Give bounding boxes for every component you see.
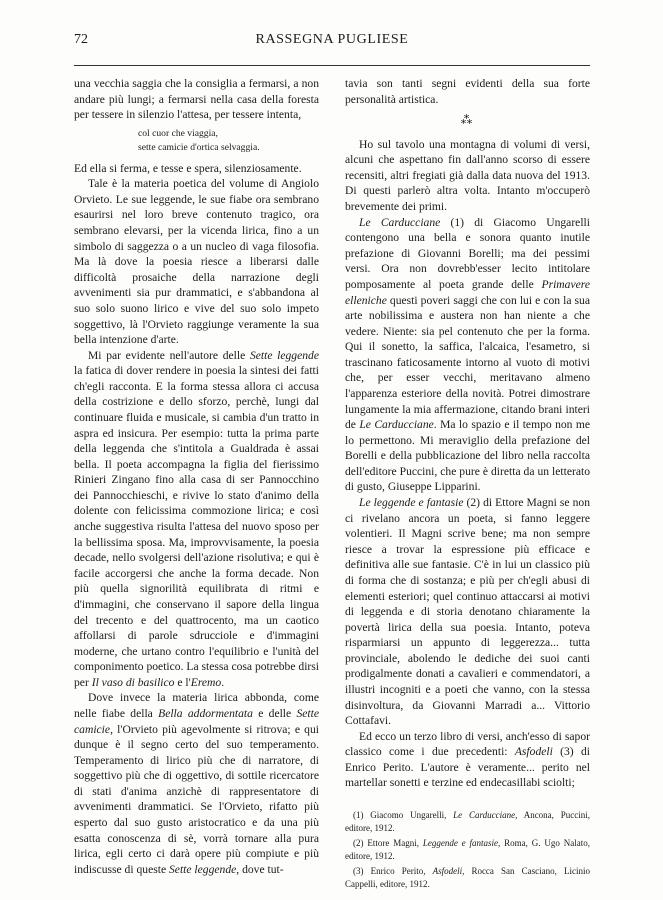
text-run: Ed ecco un terzo libro di versi, anch'esso di sapor classico come i due precedenti: — [345, 729, 590, 759]
paragraph — [345, 215, 590, 495]
paragraph: Ho sul tavolo una montagna di volumi di versi, alcuni che aspettano fin dall'anno scorso di essere recensiti, altri fregiati già dalla data nuova del 1913. Di questi parlerò altra volta. Intanto m'occuperò brevemente dei primi. — [345, 137, 590, 214]
paragraph: tavia son tanti segni evidenti della sua forte personalità artistica. — [345, 77, 590, 106]
paragraph — [345, 495, 590, 729]
text-run: (3) di Enrico Perito. L'autore è veramente... perito nel martellar sonetti e terzine ed endecasillabi sciolti; — [345, 745, 590, 790]
footnote — [345, 837, 590, 863]
book-title: Eremo — [190, 675, 222, 689]
book-title: Le Carducciane — [359, 418, 434, 432]
book-title: Leggende e fantasie — [422, 838, 499, 849]
book-title: Sette leggende — [169, 862, 237, 876]
left-column — [74, 76, 319, 877]
book-title: Le leggende e fantasie — [359, 496, 464, 510]
book-title: Primavere elleniche — [345, 277, 590, 307]
running-title: RASSEGNA PUGLIESE — [255, 32, 409, 47]
paragraph — [345, 729, 590, 791]
text-run: (2) Ettore Magni, — [353, 838, 423, 849]
text-run: , dove tut- — [236, 862, 284, 876]
text-run: e l' — [174, 675, 191, 689]
text-run: , Ancona, Puccini, editore, 1912. — [345, 810, 590, 834]
verse-line: col cuor che viaggia, — [138, 127, 218, 139]
text-run: (3) Enrico Perito, — [353, 866, 433, 877]
right-column — [345, 76, 590, 893]
page-number: 72 — [74, 32, 88, 47]
text-run: . — [221, 675, 225, 689]
book-title: Bella addormentata — [158, 706, 253, 720]
text-run: Dove invece la materia lirica abbonda, come nelle fiabe della — [74, 691, 319, 720]
book-title: Sette leggende — [249, 348, 319, 362]
footnote — [345, 865, 590, 891]
text-run: , Roma, G. Ugo Nalato, editore, 1912. — [345, 838, 590, 862]
book-title: Sette camicie — [74, 706, 319, 736]
text-run: . Ma lo spazio e il tempo non me lo permettono. Mi meraviglio della prefazione del Borelli e della pubblicazione del libro nella raccolta dell'editore Puccini, che pure è diretta da un letterato di gusto, Giuseppe Lipparini. — [345, 418, 591, 494]
paragraph — [74, 348, 319, 691]
header-rule — [74, 65, 590, 66]
text-run: Mi par evidente nell'autore delle — [88, 348, 250, 362]
text-run: la fatica di dover rendere in poesia la sintesi dei fatti ch'egli racconta. E la forma stessa allora ci accusa della costrizione e dello sforzo, perchè, lungi dal continuare fluida e musicale, si cambia d'un tratto in aspra ed insicura. Per esempio: tutta la prima parte della leggenda che s'intitola a Gualdrada è assai bella. Il poeta accompagna la figlia del fierissimo Rinieri Zingano fino alla casa di ser Pannocchino dei Pannocchieschi, e rivive lo stato d'animo della dolente con felicissima commozione lirica; e così anche suggestiva risulta l'attesa del nuovo sposo per la bellissima sposa. Ma, improvvisamente, la poesia decade, nello svolgersi dell'azione risolutiva; e qui è facile accorgersi che anche la forma decade. Non più quella signorilità equilibrata di ritmi e d'immagini, che conservano il sapore della lingua del trecento e del quattrocento, ma un caotico affollarsi di parole sdrucciole e d'immagini moderne, che urtano contro l'equilibrio e l'unità del componimento poetico. La stessa cosa potrebbe dirsi per — [74, 364, 320, 689]
book-title: Le Carducciane — [453, 810, 516, 821]
page-header — [74, 32, 590, 54]
verse-quote — [138, 127, 319, 155]
text-run: (1) di Giacomo Ungarelli contengono una bella e sonora quanto inutile prefazione di Giovanni Borelli; ma dei pessimi versi. Ora non dovrebb'esser lecito intitolare pomposamente al poeta grande delle — [345, 215, 590, 291]
verse-line: sette camicie d'ortica selvaggia. — [138, 141, 260, 153]
text-run: , Rocca San Casciano, Licinio Cappelli, editore, 1912. — [345, 866, 590, 890]
footnote — [345, 809, 590, 835]
text-run: e delle — [252, 706, 297, 720]
text-run: (1) Giacomo Ungarelli, — [353, 810, 454, 821]
book-title: Il vaso di basilico — [91, 675, 175, 689]
paragraph: Ed ella si ferma, e tesse e spera, silenziosamente. — [74, 161, 302, 175]
text-run: questi poveri saggi che con lui e con la sua arte nobilissima e austera non han niente a che vedere. Niente: sia pel contenuto che per la forma. Qui il sonetto, la saffica, l'alcaica, l'esametro, si trascinano faticosamente intorno al vuoto di motivi che, per esser vecchi, meritavano almeno l'apparenza esteriore della novità. Potrei dimostrare lungamente la mia affermazione, citando brani interi de — [345, 293, 590, 432]
text-run: (2) di Ettore Magni se non ci rivelano ancora un poeta, si fanno leggere volentieri. Il Magni scrive bene; ma non sempre riesce a trovar la espressione più efficace e definitiva alle sue fantasie. C'è in lui un classico più di forma che di sostanza; e più per ch'egli abusi di elementi esteriori; quel continuo attaccarsi ai motivi di leggenda e di storia denotano chiaramente la povertà lirica della sua poesia. Intanto, poteva risparmiarsi un appunto di leggerezza... tutta provinciale, abolendo le dediche dei suoi canti prodigalmente donati a cavalieri e commendatori, a illustri incogniti e a poeti che vanno, con la stessa disinvoltura, da Giovanni Marradi a... Vittorio Cottafavi. — [345, 496, 590, 728]
paragraph: una vecchia saggia che la consiglia a fermarsi, a non andare più lungi; a fermarsi nella casa della foresta per tessere in silenzio l'attesa, per tessere intenta, — [74, 77, 319, 122]
text-run: , l'Orvieto più agevolmente si ritrova; e qui dunque è il segno certo del suo temperamento. Temperamento di lirico più che di narratore, di soggettivo più che di oggettivo, di sottile ricercatore di stati d'anima anzichè di rappresentatore di avvenimenti drammatici. Se l'Orvieto, rifatto più esperto dal suo gusto aristocratico e da una più esatta conoscenza di sè, vorrà tornare alla pura lirica, egli certo ci darà opere più compiute e più indiscusse di queste — [74, 722, 319, 876]
book-title: Le Carducciane — [359, 215, 441, 229]
paragraph: Tale è la materia poetica del volume di Angiolo Orvieto. Le sue leggende, le sue fiabe ora sembrano esaurirsi nel loro breve contenuto tragico, ora sembrano elevarsi, per la vicenda lirica, fino a un simbolo di saggezza o a un nucleo di vaga filosofia. Ma là dove la poesia riesce a liberarsi dalle difficoltà prosaiche della narrazione degli avvenimenti sia pur drammatici, e s'abbandona al suo solo suono lirico e vive del suo solo impeto soggettivo, là l'Orvieto raggiunge veramente la sua bella intenzione d'arte. — [74, 177, 319, 347]
book-title: Asfodeli — [432, 866, 463, 877]
footnote-separator — [345, 791, 590, 809]
paragraph — [74, 690, 319, 877]
asterism-ornament: ⁂ — [460, 113, 475, 128]
book-title: Asfodeli — [514, 745, 553, 759]
